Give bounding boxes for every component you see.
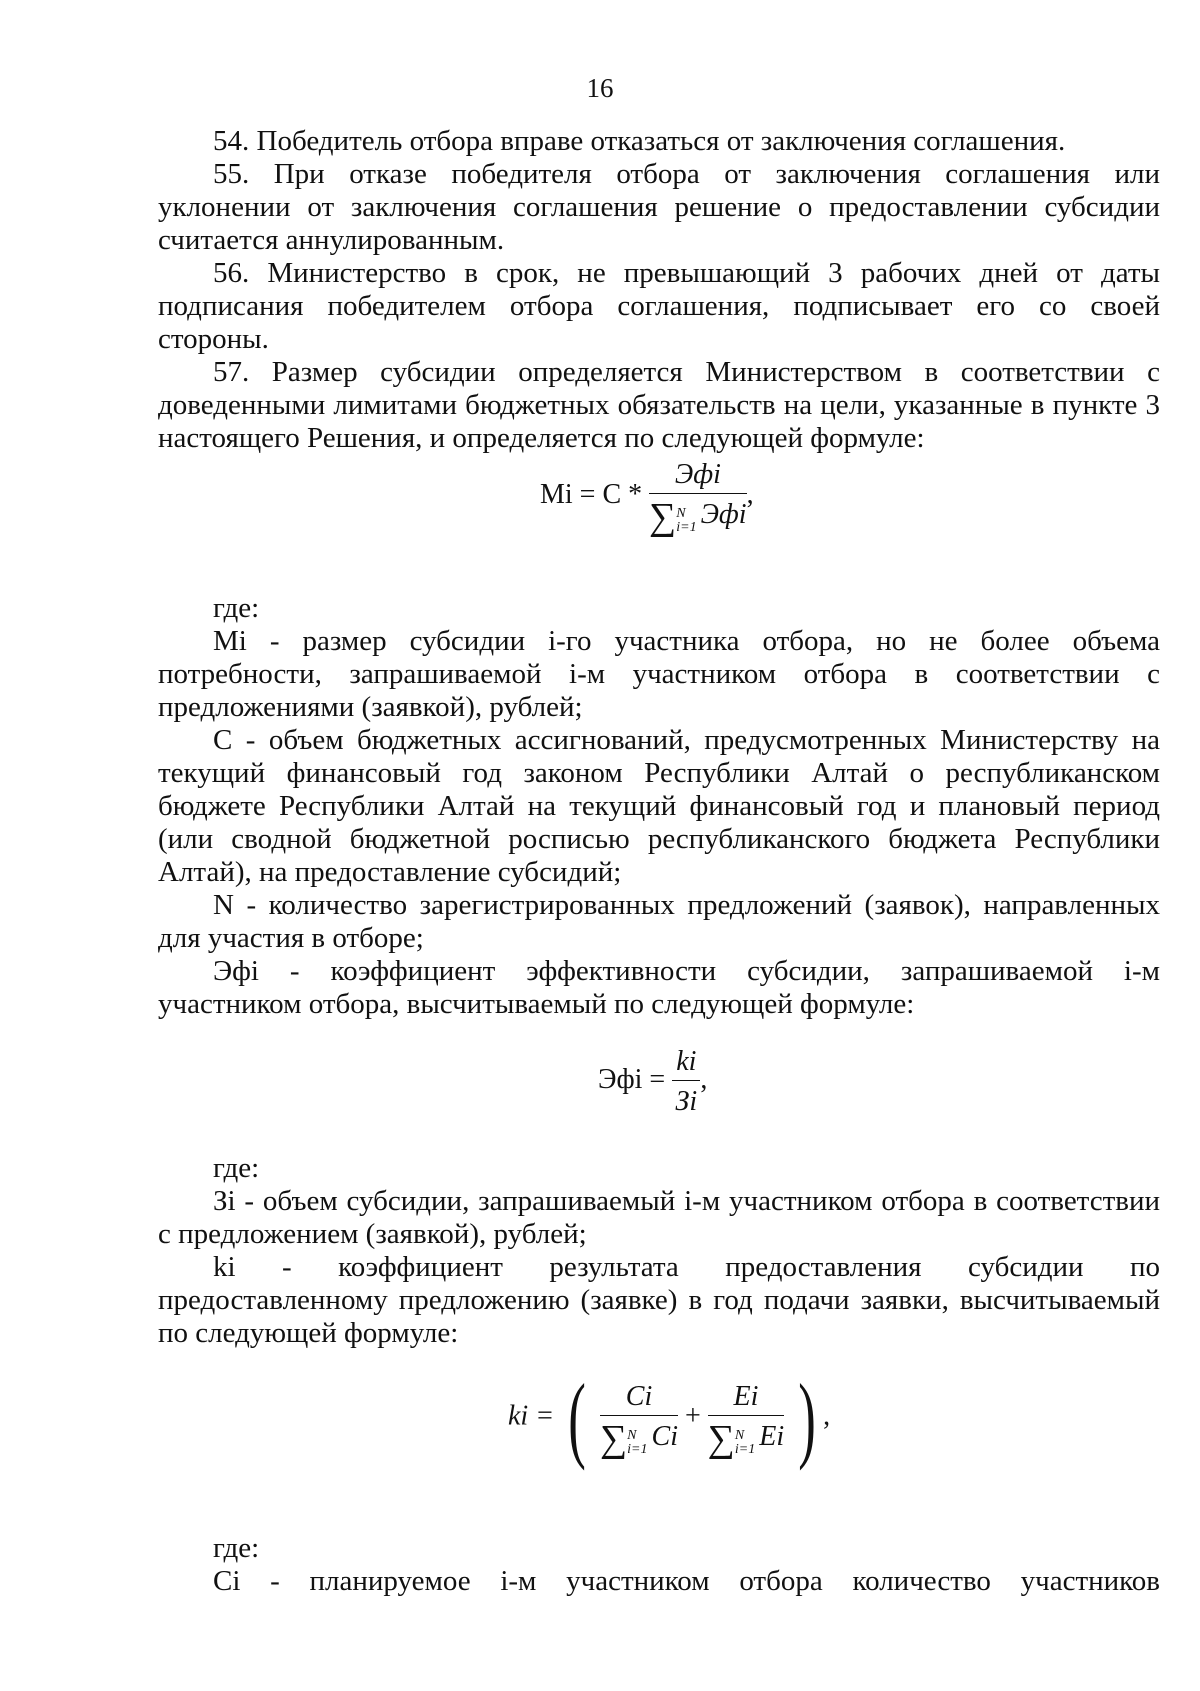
formula-efi-trail: , <box>700 1063 708 1095</box>
formula-efi <box>0 1045 1200 1118</box>
formula-ki-fraction-1 <box>600 1380 678 1460</box>
sum-limits <box>676 507 696 535</box>
right-paren: ) <box>798 1364 816 1471</box>
where-label-2: где: <box>213 1152 260 1184</box>
paragraph-56: 56. Министерство в срок, не превышающий 3 рабочих дней от даты подписания победителем отбора соглашения, подписывает его со своей стороны. <box>158 257 1160 355</box>
formula-efi-fraction <box>672 1045 700 1118</box>
formula-mi-den-term: Эфi <box>700 499 747 530</box>
formula-mi-trail: , <box>746 478 754 510</box>
where-label-1: где: <box>213 592 260 624</box>
formula-ki-den1-term: Ci <box>651 1420 678 1452</box>
sum-lower: i=1 <box>676 520 697 535</box>
sum-upper: N <box>676 506 686 521</box>
formula-efi-denominator: Зi <box>675 1086 698 1117</box>
formula-ki-num1: Ci <box>600 1380 678 1416</box>
def-n: N - количество зарегистрированных предложений (заявок), направленных для участия в отборе; <box>158 889 1160 954</box>
paragraphs-mid <box>158 592 1160 1021</box>
paragraph-55: 55. При отказе победителя отбора от заключения соглашения или уклонении от заключения соглашения решение о предоставлении субсидии считается аннулированным. <box>158 158 1160 256</box>
sum-lower: i=1 <box>734 1441 756 1457</box>
formula-ki <box>0 1364 1200 1471</box>
def-c: C - объем бюджетных ассигнований, предусмотренных Министерству на текущий финансовый год законом Республики Алтай о республиканском бюджете Республики Алтай на текущий финансовый год и плановый период (или сводной бюджетной росписью республиканского бюджета Республики Алтай), на предоставление субсидий; <box>158 724 1160 888</box>
paragraphs-end <box>158 1532 1160 1598</box>
plus-sign: + <box>684 1400 701 1432</box>
formula-ki-lhs: ki = <box>508 1400 555 1432</box>
sum-symbol: ∑ <box>600 1417 628 1460</box>
where-label-3: где: <box>213 1532 260 1564</box>
formula-mi-fraction <box>649 458 747 538</box>
paragraph-57: 57. Размер субсидии определяется Министерством в соответствии с доведенными лимитами бюджетных обязательств на цели, указанные в пункте 3 настоящего Решения, и определяется по следующей формуле: <box>158 356 1160 454</box>
def-efi: Эфi - коэффициент эффективности субсидии, запрашиваемой i-м участником отбора, высчитываемый по следующей формуле: <box>158 955 1160 1020</box>
sum-limits <box>627 1429 647 1457</box>
paragraph-54: 54. Победитель отбора вправе отказаться от заключения соглашения. <box>213 125 1066 157</box>
formula-mi-numerator: Эфi <box>649 458 746 494</box>
formula-ki-den1 <box>600 1416 678 1460</box>
formula-efi-lhs: Эфi = <box>598 1063 666 1095</box>
formula-ki-den2-term: Ei <box>759 1420 785 1452</box>
sum-upper: N <box>734 1427 745 1443</box>
formula-efi-numerator: ki <box>672 1045 700 1081</box>
formula-ki-num2: Ei <box>708 1380 784 1416</box>
formula-ki-trail: , <box>823 1400 831 1432</box>
left-paren: ( <box>568 1364 586 1471</box>
formula-mi-lhs: Mi = C * <box>540 478 643 510</box>
formula-ki-den2 <box>707 1416 785 1460</box>
sum-limits <box>735 1429 755 1457</box>
def-ci: Ci - планируемое i-м участником отбора количество участников <box>213 1565 1160 1597</box>
sum-upper: N <box>627 1427 637 1443</box>
sum-symbol: ∑ <box>649 496 677 538</box>
def-zi: Зi - объем субсидии, запрашиваемый i-м участником отбора в соответствии с предложением (заявкой), рублей; <box>158 1185 1160 1250</box>
formula-ki-fraction-2 <box>707 1380 785 1460</box>
formula-mi-denominator <box>649 494 747 538</box>
page-number: 16 <box>586 73 614 103</box>
sum-symbol: ∑ <box>707 1417 735 1460</box>
paragraphs-low <box>158 1152 1160 1350</box>
sum-lower: i=1 <box>627 1441 648 1457</box>
def-mi: Mi - размер субсидии i-го участника отбора, но не более объема потребности, запрашиваемой i-м участником отбора в соответствии с предложениями (заявкой), рублей; <box>158 625 1160 723</box>
formula-mi <box>0 458 1200 538</box>
def-ki: ki - коэффициент результата предоставления субсидии по предоставленному предложению (заявке) в год подачи заявки, высчитываемый по следующей формуле: <box>158 1251 1160 1349</box>
paragraphs-top <box>158 125 1160 455</box>
